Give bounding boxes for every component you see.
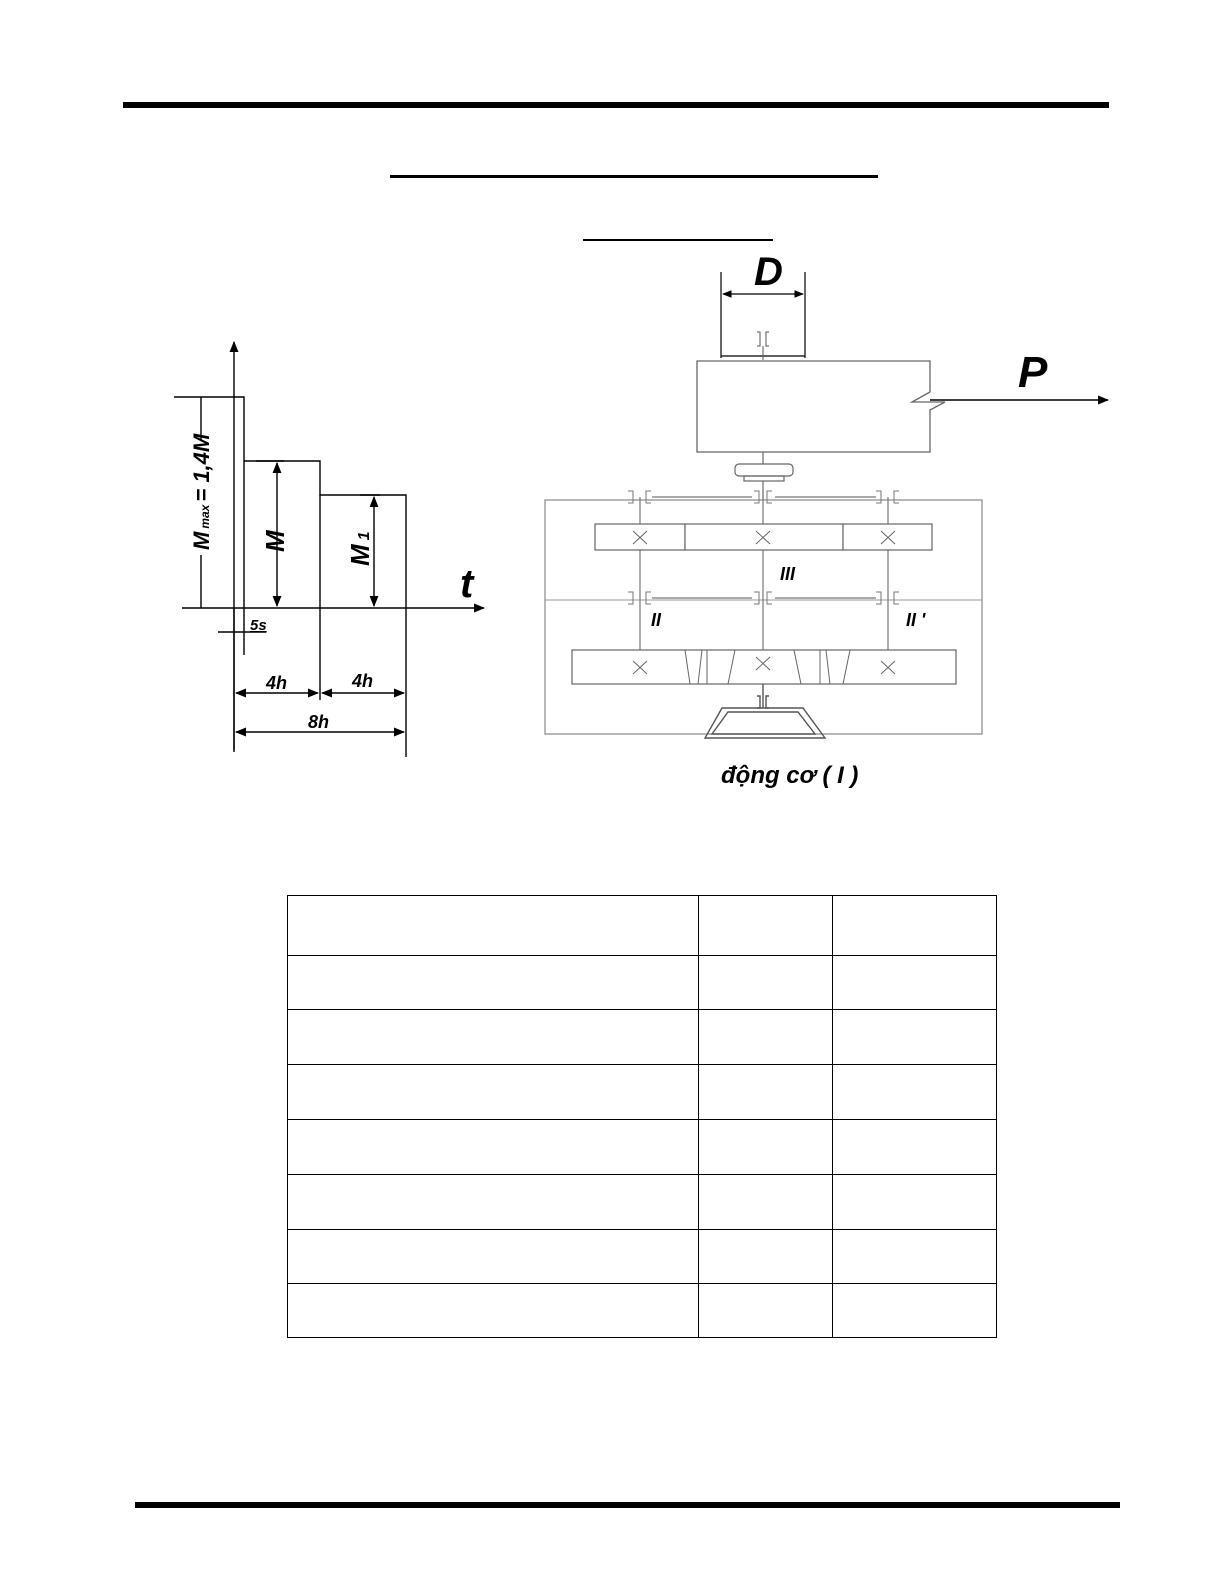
table-cell: [699, 896, 833, 956]
table-cell: [699, 1010, 833, 1065]
table-cell: [833, 896, 997, 956]
table-row: [288, 1120, 997, 1175]
table-cell: [288, 1010, 699, 1065]
spec-table: [287, 895, 997, 1338]
interval-2-label: 4h: [352, 671, 374, 691]
mechanism-diagram: [520, 240, 1120, 800]
force-label: P: [1018, 348, 1048, 397]
total-time-label: 8h: [308, 712, 330, 732]
shaft-2-label: II: [651, 610, 662, 630]
table-cell: [699, 1065, 833, 1120]
table-cell: [288, 1065, 699, 1120]
motor-label: động cơ ( I ): [721, 762, 859, 789]
t-axis-label: t: [460, 562, 474, 606]
table-cell: [288, 1120, 699, 1175]
shaft-3-label: III: [780, 564, 796, 584]
table-cell: [699, 956, 833, 1010]
table-cell: [833, 1010, 997, 1065]
table-cell: [699, 1284, 833, 1338]
table-cell: [833, 956, 997, 1010]
drum: [697, 361, 945, 452]
table-cell: [288, 1284, 699, 1338]
footer-rule: [135, 1502, 1120, 1508]
table-row: [288, 1230, 997, 1284]
table-cell: [699, 1230, 833, 1284]
table-row: [288, 1010, 997, 1065]
m-label: M: [260, 530, 290, 552]
table-cell: [833, 1284, 997, 1338]
table-cell: [288, 1230, 699, 1284]
table-row: [288, 1175, 997, 1230]
shaft-2-prime-label: II ': [906, 610, 926, 630]
short-time-label: 5s: [250, 617, 267, 634]
table-cell: [833, 1230, 997, 1284]
diameter-label: D: [754, 250, 783, 294]
table-cell: [833, 1175, 997, 1230]
table-row: [288, 1284, 997, 1338]
table-cell: [833, 1120, 997, 1175]
table-cell: [833, 1065, 997, 1120]
table-cell: [699, 1120, 833, 1175]
table-row: [288, 956, 997, 1010]
table-row: [288, 896, 997, 956]
lower-gears: [572, 650, 956, 684]
load-diagram: [0, 0, 560, 800]
table-cell: [288, 896, 699, 956]
m1-label: M1: [345, 531, 375, 566]
mmax-label: Mmax= 1,4M: [189, 433, 214, 550]
table-row: [288, 1065, 997, 1120]
table-cell: [699, 1175, 833, 1230]
coupling: [735, 452, 793, 500]
table-cell: [288, 1175, 699, 1230]
interval-1-label: 4h: [266, 673, 288, 693]
motor-symbol: [705, 684, 825, 738]
table-cell: [288, 956, 699, 1010]
